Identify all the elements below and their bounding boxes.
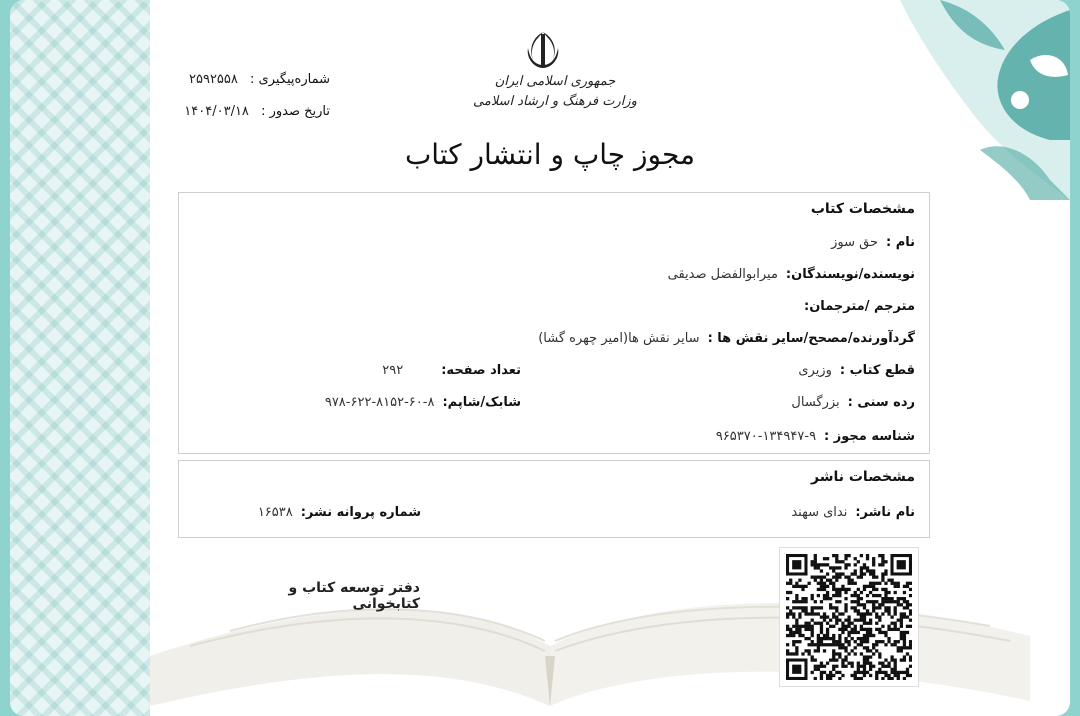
book-details-panel bbox=[178, 192, 930, 454]
qr-code[interactable] bbox=[780, 548, 918, 686]
left-ornament-border bbox=[10, 0, 150, 716]
issuing-office: دفتر توسعه کتاب و کتابخوانی bbox=[288, 580, 420, 612]
publisher-name-value: ندای سهند bbox=[791, 505, 848, 520]
translators-label: مترجم /مترجمان: bbox=[804, 299, 915, 314]
roles-value: سایر نقش ها(امیر چهره گشا) bbox=[538, 331, 700, 346]
license-id-row bbox=[716, 429, 915, 444]
page-title: مجوز چاپ و انتشار کتاب bbox=[404, 138, 696, 171]
authors-label: نویسنده/نویسندگان: bbox=[785, 267, 915, 282]
publisher-name-label: نام ناشر: bbox=[855, 505, 915, 520]
qr-code-pattern bbox=[786, 554, 912, 680]
pages-label: تعداد صفحه: bbox=[441, 363, 521, 378]
emblem-icon bbox=[520, 28, 566, 72]
format-row bbox=[798, 363, 915, 378]
license-id-label: شناسه مجوز : bbox=[824, 429, 915, 444]
isbn-value: ۸-۶۰-۸۱۵۲-۶۲۲-۹۷۸ bbox=[324, 395, 435, 410]
roles-label: گردآورنده/مصحح/سایر نقش ها : bbox=[707, 331, 915, 346]
format-value: وزیری bbox=[798, 363, 832, 378]
age-label: رده سنی : bbox=[847, 395, 915, 410]
translators-row bbox=[796, 299, 915, 314]
publisher-details-panel bbox=[178, 460, 930, 538]
format-label: قطع کتاب : bbox=[839, 363, 915, 378]
authors-row bbox=[668, 267, 915, 282]
publisher-name-row bbox=[791, 505, 915, 520]
pages-value: ۲۹۲ bbox=[382, 363, 404, 378]
book-name-label: نام : bbox=[885, 235, 915, 250]
book-name-row bbox=[831, 235, 915, 250]
age-value: بزرگسال bbox=[791, 395, 840, 410]
license-certificate bbox=[10, 0, 1070, 716]
publisher-license-row bbox=[258, 505, 421, 520]
pages-row bbox=[382, 363, 521, 378]
tracking-number-row bbox=[160, 72, 330, 87]
tracking-label: شماره‌پیگیری : bbox=[250, 72, 330, 87]
publisher-section-title: مشخصات ناشر bbox=[811, 469, 915, 485]
issue-date-label: تاریخ صدور : bbox=[261, 104, 330, 119]
license-id-value: ۹-۱۳۴۹۴۷-۹۶۵۳۷۰ bbox=[715, 429, 817, 444]
corner-ornament bbox=[880, 0, 1070, 200]
book-name-value: حق سوز bbox=[831, 235, 878, 250]
issue-date-value: ۱۴۰۴/۰۳/۱۸ bbox=[184, 104, 249, 119]
issue-date-row bbox=[160, 104, 330, 119]
roles-row bbox=[538, 331, 915, 346]
tracking-value: ۲۵۹۲۵۵۸ bbox=[189, 72, 238, 87]
publisher-license-label: شماره پروانه نشر: bbox=[300, 505, 421, 520]
issuer-heading bbox=[470, 72, 640, 112]
isbn-row bbox=[325, 395, 521, 410]
publisher-license-value: ۱۶۵۳۸ bbox=[257, 505, 293, 520]
ministry-line: وزارت فرهنگ و ارشاد اسلامی bbox=[473, 94, 637, 109]
isbn-label: شابک/شاپم: bbox=[442, 395, 521, 410]
republic-line: جمهوری اسلامی ایران bbox=[494, 74, 616, 89]
book-section-title: مشخصات کتاب bbox=[810, 201, 915, 217]
authors-value: میرابوالفضل صدیقی bbox=[667, 267, 778, 282]
age-row bbox=[791, 395, 915, 410]
